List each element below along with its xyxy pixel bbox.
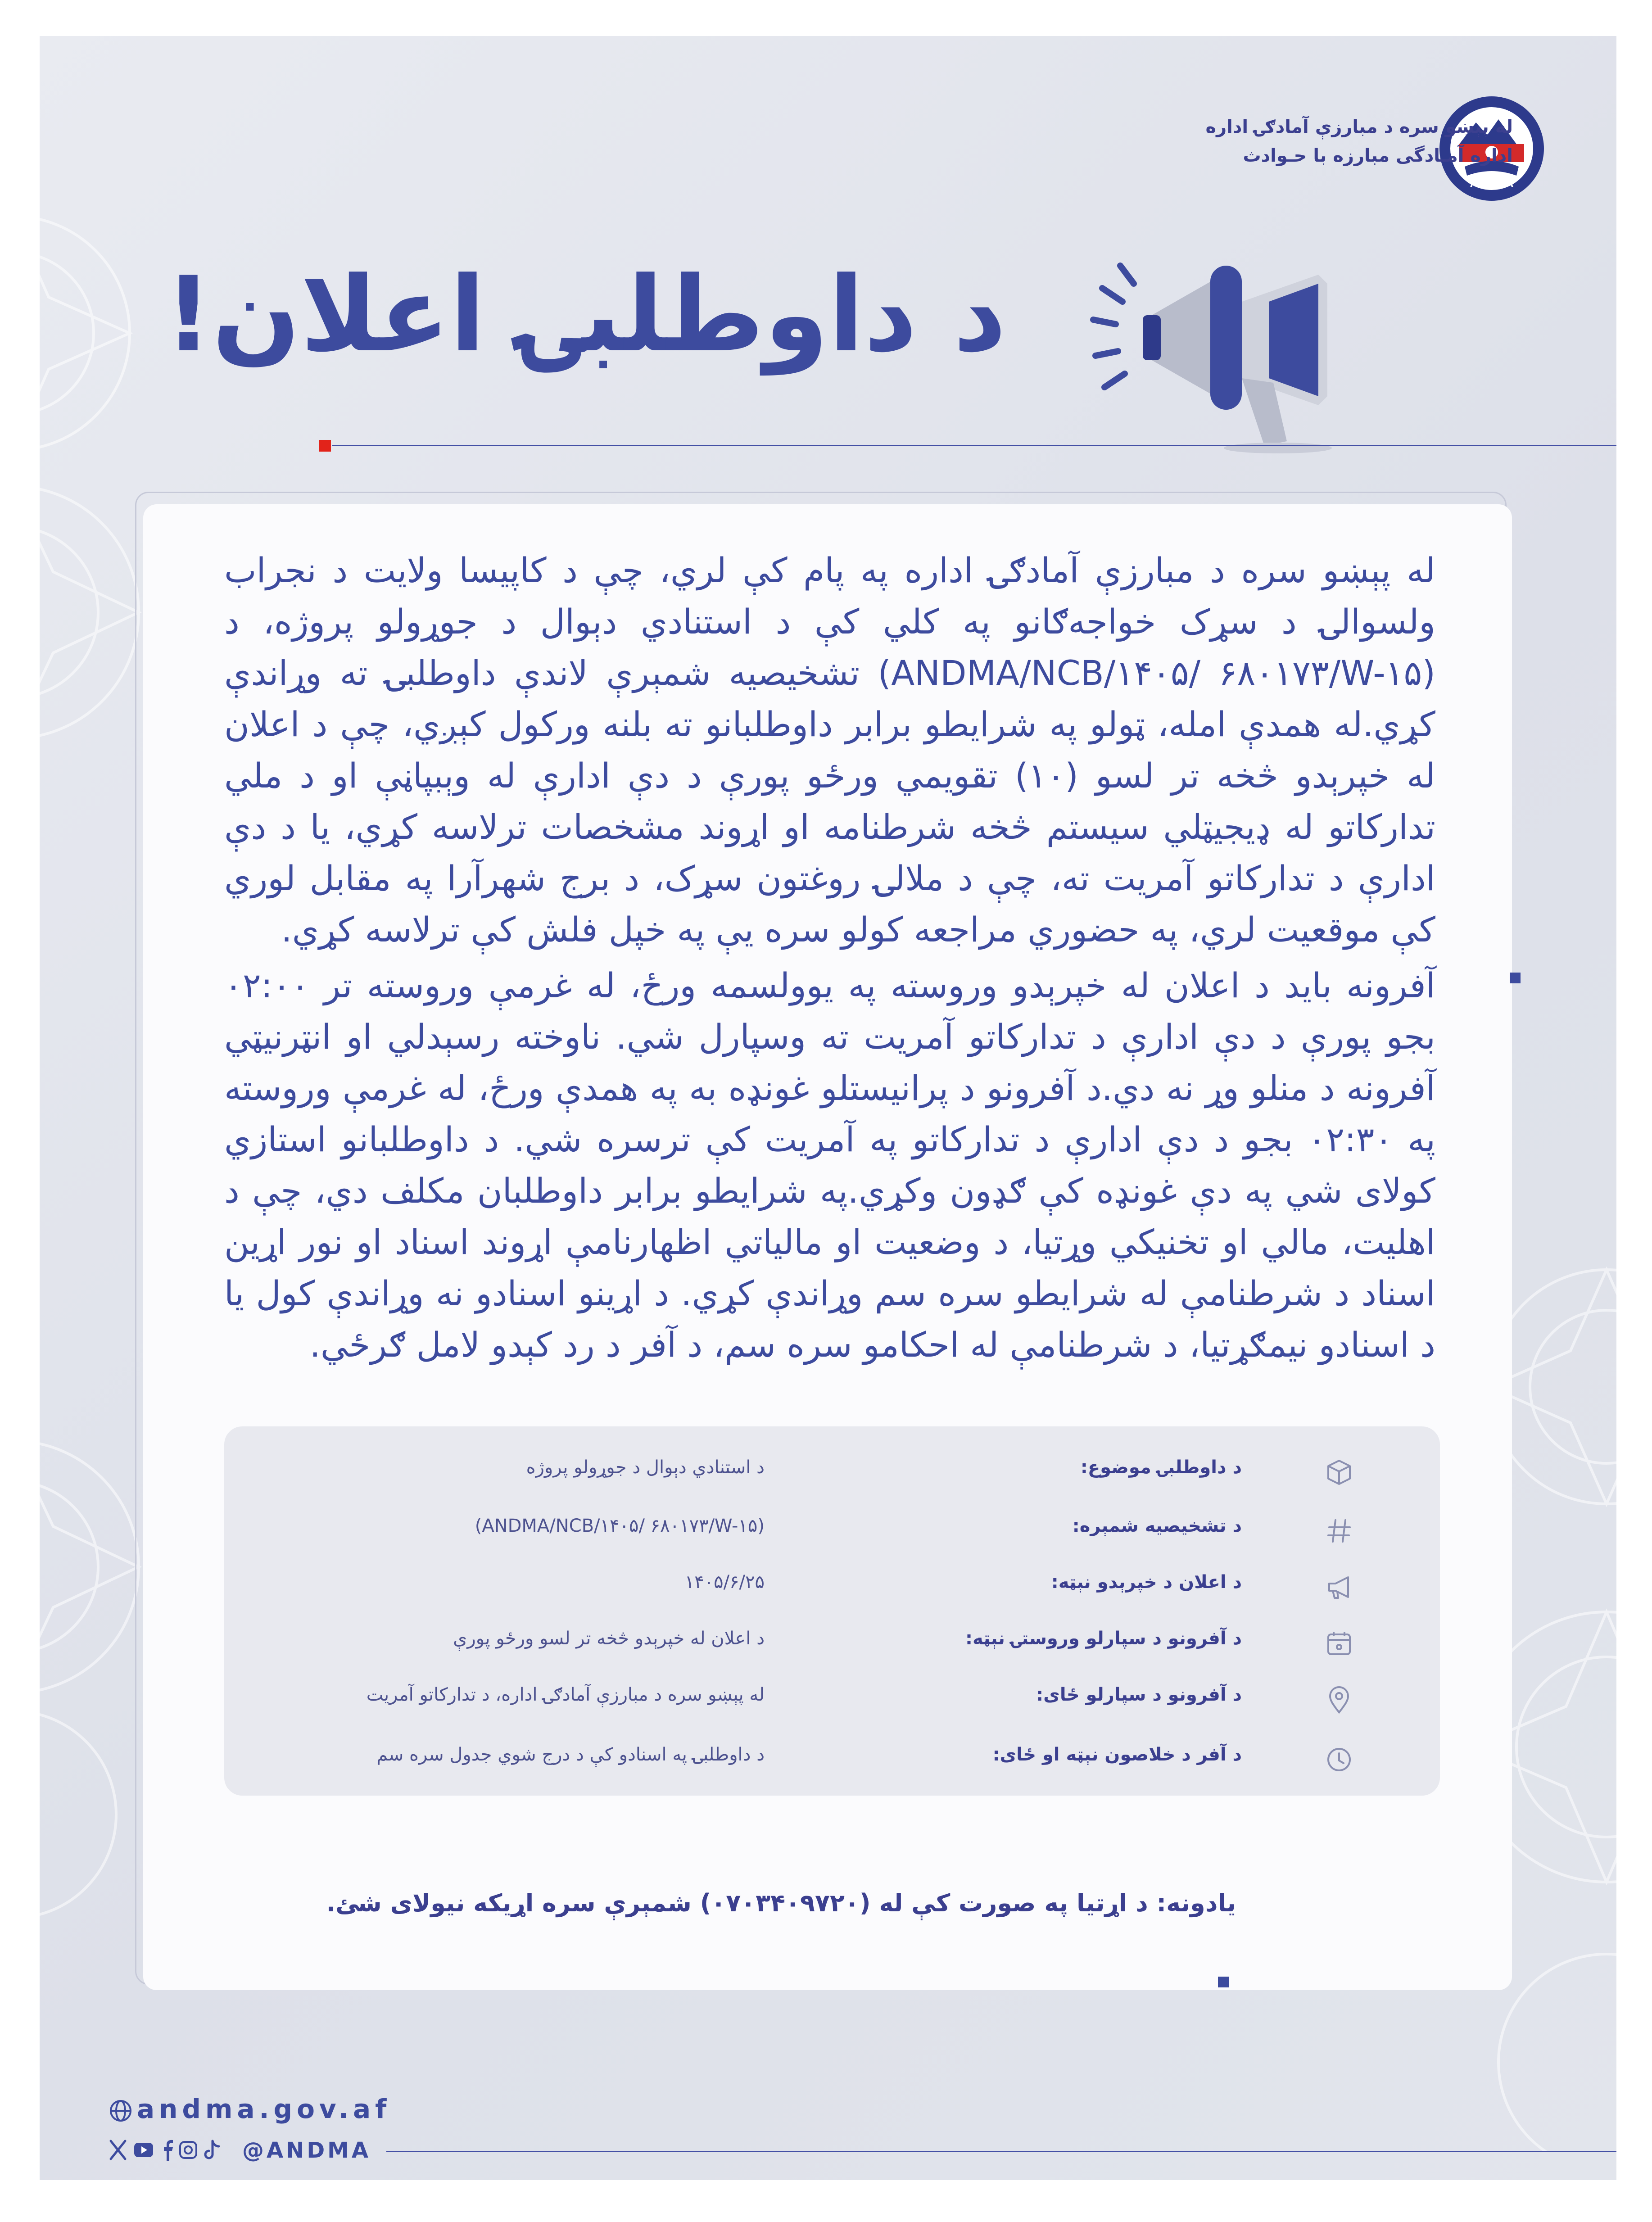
tiktok-icon[interactable]	[205, 2141, 219, 2158]
detail-label-opening: د آفر د خلاصون نېټه او ځای:	[992, 1744, 1242, 1765]
detail-label-publish-date: د اعلان د خپرېدو نېټه:	[1051, 1572, 1242, 1593]
header-divider	[332, 445, 1616, 446]
globe-icon	[108, 2098, 133, 2123]
megaphone-small-icon	[1323, 1571, 1355, 1603]
detail-row-number	[224, 1508, 1440, 1558]
x-icon[interactable]	[111, 2141, 125, 2159]
page-title: د داوطلبۍ اعلان!	[165, 255, 1006, 375]
svg-text:ANDMA: ANDMA	[1470, 176, 1514, 190]
accent-square	[319, 440, 331, 452]
detail-row-opening	[224, 1737, 1440, 1787]
detail-value-submission-place: له پېښو سره د مبارزې آمادګۍ اداره، د تدارکاتو آمریت	[366, 1684, 765, 1705]
website-link[interactable]	[108, 2094, 391, 2124]
announcement-paragraph-2: آفرونه باید د اعلان له خپرېدو وروسته په یوولسمه ورځ، له غرمې وروسته تر ۰۲:۰۰ بجو پورې د دې ادارې د تدارکاتو آمریت ته وسپارل شي. ناوخته رسېدلي او انټرنیټي آفرونه د منلو وړ نه دي.د آفرونو د پرانیستلو غونډه به په همدې ورځ، له غرمې وروسته په ۰۲:۳۰ بجو د دې ادارې د تدارکاتو په آمریت کې ترسره شي. د داوطلبانو استازي کولای شي په دې غونډه کې ګډون وکړي.په شرایطو برابر داوطلبان مکلف دي، چې د اهلیت، مالي او تخنیکي وړتیا، د وضعیت او مالیاتي اظهارنامې اړوند اسناد او نور اړین اسناد د شرطنامې له شرایطو سره سم وړاندې کړي. د اړینو اسنادو نه وړاندې کول یا د اسنادو نیمګړتیا، د شرطنامې له احکامو سره سم، د آفر د رد کېدو لامل ګرځي.	[224, 965, 1435, 1365]
detail-label-submission-place: د آفرونو د سپارلو ځای:	[1036, 1684, 1242, 1705]
social-handle[interactable]: @ANDMA	[242, 2138, 371, 2163]
poster	[40, 36, 1616, 2180]
detail-value-deadline: د اعلان له خپرېدو څخه تر لسو ورځو پورې	[453, 1628, 765, 1649]
details-box	[224, 1426, 1440, 1796]
cube-icon	[1323, 1456, 1355, 1489]
brand-name-pashto: له پېښو سره د مبارزې آمادګۍ اداره	[1205, 117, 1513, 137]
detail-row-publish-date	[224, 1565, 1440, 1614]
footer-divider	[386, 2151, 1616, 2152]
accent-square-blue-2	[1218, 1977, 1229, 1987]
accent-square-blue-1	[1510, 973, 1521, 983]
megaphone-icon	[1084, 248, 1345, 455]
detail-value-number: (ANDMA/NCB/۱۴۰۵/ ۶۸۰۱۷۳/W-۱۵)	[475, 1516, 765, 1536]
calendar-icon	[1323, 1627, 1355, 1660]
detail-label-deadline: د آفرونو د سپارلو وروستۍ نېټه:	[965, 1628, 1242, 1649]
clock-icon	[1323, 1743, 1355, 1776]
detail-value-publish-date: ۱۴۰۵/۶/۲۵	[684, 1572, 765, 1593]
website-url: andma.gov.af	[137, 2094, 391, 2124]
detail-label-number: د تشخیصیه شمېره:	[1072, 1516, 1242, 1536]
contact-note: یادونه: د اړتیا په صورت کې له (۰۷۰۳۴۰۹۷۲۰) شمېرې سره اړیکه نیولای شئ.	[326, 1889, 1236, 1917]
facebook-icon[interactable]	[164, 2140, 173, 2161]
youtube-icon[interactable]	[134, 2143, 153, 2157]
detail-row-subject	[224, 1450, 1440, 1499]
brand-name-dari: اداره آمـادگی مبارزه با حـوادث	[1243, 145, 1513, 166]
detail-value-subject: د استنادي دېوال د جوړولو پروژه	[526, 1457, 765, 1478]
detail-row-submission-place	[224, 1677, 1440, 1727]
detail-label-subject: د داوطلبۍ موضوع:	[1080, 1457, 1242, 1478]
announcement-paragraph-1: له پېښو سره د مبارزې آمادګۍ اداره په پام کې لري، چې د کاپیسا ولایت د نجراب ولسوالۍ د سړک خواجه‌ګانو په کلي کې د استنادي دېوال د جوړولو پروژه، د (ANDMA/NCB/۱۴۰۵/ ۶۸۰۱۷۳/W-۱۵) تشخیصیه شمېرې لاندې داوطلبۍ ته وړاندې کړي.له همدې امله، ټولو په شرایطو برابر داوطلبانو ته بلنه ورکول کېږي، چې د اعلان له خپرېدو څخه تر لسو (۱۰) تقویمي ورځو پورې د دې ادارې له وېبپاڼې او د ملي تدارکاتو له ډیجیټلي سیستم څخه شرطنامه او اړوند مشخصات ترلاسه کړي، یا د دې ادارې د تدارکاتو آمریت ته، چې د ملالۍ روغتون سړک، د برج شهرآرا په مقابل لوري کې موقعیت لري، په حضوري مراجعه کولو سره یې په خپل فلش کې ترلاسه کړي.	[224, 550, 1435, 950]
detail-value-opening: د داوطلبۍ په اسنادو کې د درج شوي جدول سره سم	[376, 1744, 765, 1765]
hash-icon	[1323, 1515, 1355, 1547]
social-icons	[108, 2136, 239, 2163]
location-pin-icon	[1323, 1683, 1355, 1716]
instagram-icon[interactable]	[180, 2142, 196, 2158]
detail-row-deadline	[224, 1621, 1440, 1670]
brand-name	[1206, 113, 1513, 170]
